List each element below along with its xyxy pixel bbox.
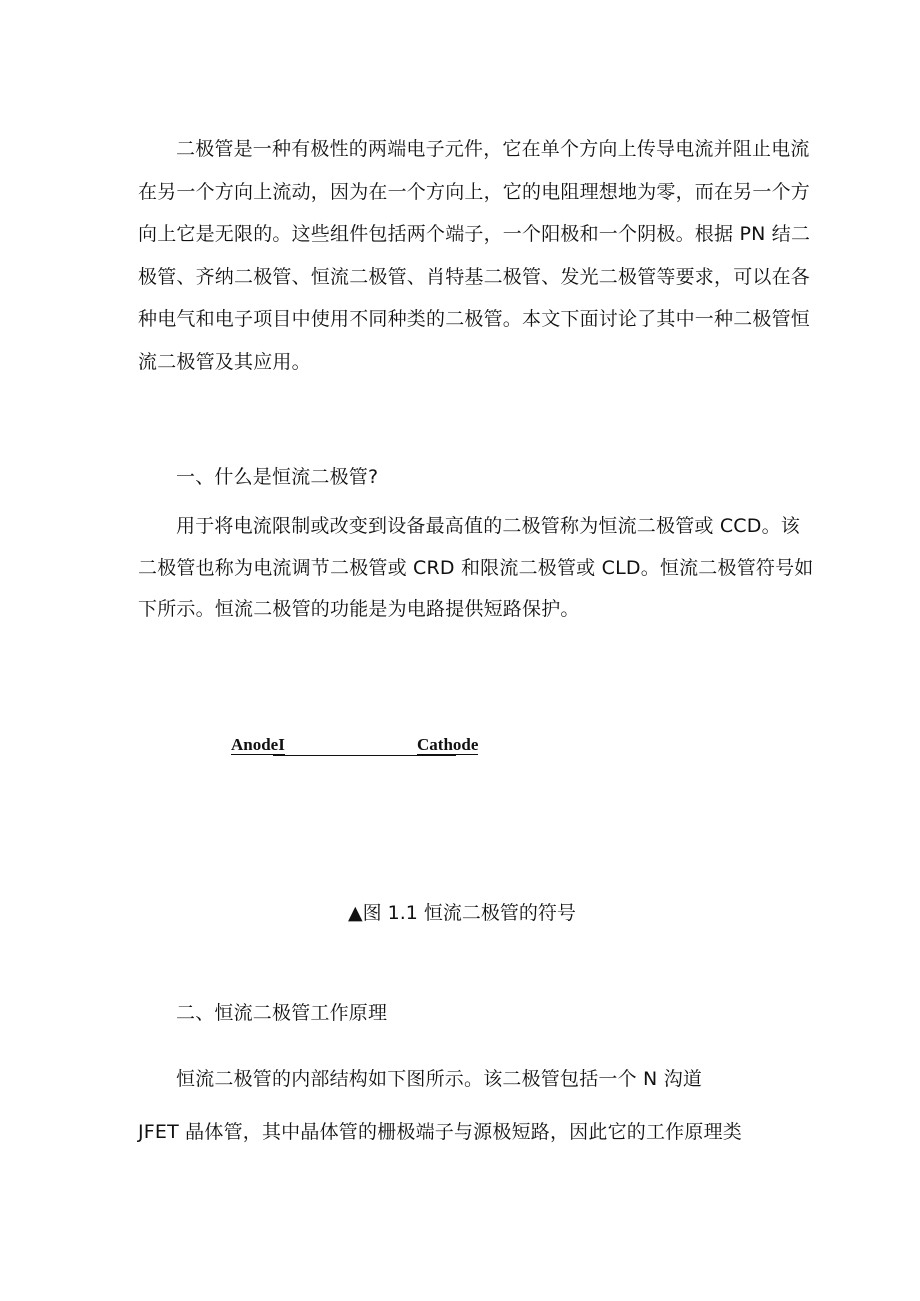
diode-symbol-figure — [231, 734, 491, 760]
paragraph-line: JFET 晶体管，其中晶体管的栅极端子与源极短路，因此它的工作原理类 — [138, 1121, 742, 1143]
cathode-label-wrap — [417, 736, 478, 754]
section2-paragraph — [138, 1053, 786, 1159]
paragraph-line: 极管、齐纳二极管、恒流二极管、肖特基二极管、发光二极管等要求，可以在各 — [138, 265, 811, 288]
cathode-label: Cathode — [417, 735, 479, 754]
diode-wire-line — [273, 755, 456, 756]
paragraph-line: 向上它是无限的。这些组件包括两个端子，一个阳极和一个阴极。根据 PN 结二 — [138, 223, 811, 245]
section-heading-text: 一、什么是恒流二极管? — [176, 466, 379, 488]
section-heading-2 — [138, 998, 786, 1028]
paragraph-line: 在另一个方向上流动，因为在一个方向上，它的电阻理想地为零，而在另一个方 — [138, 180, 811, 203]
paragraph-line: 种电气和电子项目中使用不同种类的二极管。本文下面讨论了其中一种二极管恒 — [138, 308, 811, 330]
section-heading-text: 二、恒流二极管工作原理 — [176, 1002, 388, 1024]
paragraph-line: 流二极管及其应用。 — [138, 350, 311, 373]
paragraph-line: 恒流二极管的内部结构如下图所示。该二极管包括一个 N 沟道 — [176, 1068, 703, 1090]
section-heading-1 — [138, 462, 786, 492]
paragraph-line: 二极管是一种有极性的两端电子元件，它在单个方向上传导电流并阻止电流 — [176, 138, 810, 160]
intro-paragraph — [138, 128, 811, 383]
section1-paragraph — [138, 506, 814, 631]
paragraph-line: 用于将电流限制或改变到设备最高值的二极管称为恒流二极管或 CCD。该 — [176, 515, 801, 537]
anode-label: AnodeI — [231, 735, 285, 754]
paragraph-line: 二极管也称为电流调节二极管或 CRD 和限流二极管或 CLD。恒流二极管符号如 — [138, 556, 814, 579]
paragraph-line: 下所示。恒流二极管的功能是为电路提供短路保护。 — [138, 598, 580, 620]
figure-caption: ▲图 1.1 恒流二极管的符号 — [348, 902, 576, 924]
